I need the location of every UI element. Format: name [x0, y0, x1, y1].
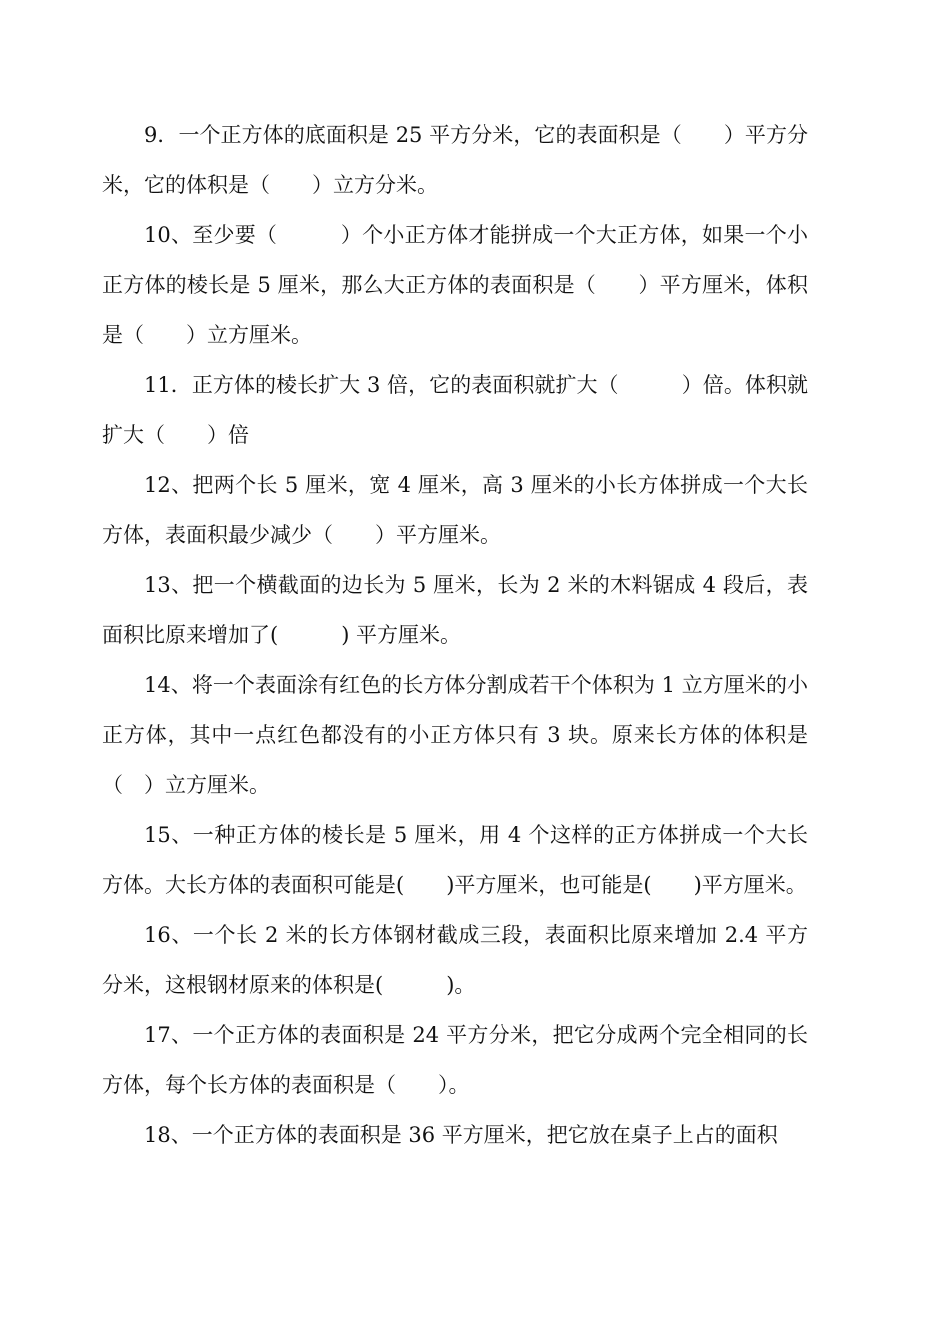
question-12: 12、把两个长 5 厘米，宽 4 厘米，高 3 厘米的小长方体拼成一个大长方体，表面积最少减少（ ）平方厘米。	[102, 473, 808, 547]
question-14: 14、将一个表面涂有红色的长方体分割成若干个体积为 1 立方厘米的小正方体，其中一点红色都没有的小正方体只有 3 块。原来长方体的体积是（ ）立方厘米。	[102, 673, 808, 797]
question-11: 11．正方体的棱长扩大 3 倍，它的表面积就扩大（ ）倍。体积就扩大（ ）倍	[102, 373, 808, 447]
question-10: 10、至少要（ ）个小正方体才能拼成一个大正方体，如果一个小正方体的棱长是 5 厘米，那么大正方体的表面积是（ ）平方厘米，体积是（ ）立方厘米。	[102, 223, 808, 347]
question-16: 16、一个长 2 米的长方体钢材截成三段，表面积比原来增加 2.4 平方分米，这根钢材原来的体积是( )。	[102, 923, 808, 997]
question-13: 13、把一个横截面的边长为 5 厘米，长为 2 米的木料锯成 4 段后，表面积比原来增加了( ) 平方厘米。	[102, 573, 808, 647]
worksheet-page	[102, 110, 808, 1160]
question-17: 17、一个正方体的表面积是 24 平方分米，把它分成两个完全相同的长方体，每个长方体的表面积是（ ）。	[102, 1023, 808, 1097]
question-15: 15、一种正方体的棱长是 5 厘米，用 4 个这样的正方体拼成一个大长方体。大长方体的表面积可能是( )平方厘米，也可能是( )平方厘米。	[102, 823, 808, 897]
question-18: 18、一个正方体的表面积是 36 平方厘米，把它放在桌子上占的面积	[144, 1123, 778, 1147]
question-9: 9．一个正方体的底面积是 25 平方分米，它的表面积是（ ）平方分米，它的体积是（ ）立方分米。	[102, 123, 808, 197]
